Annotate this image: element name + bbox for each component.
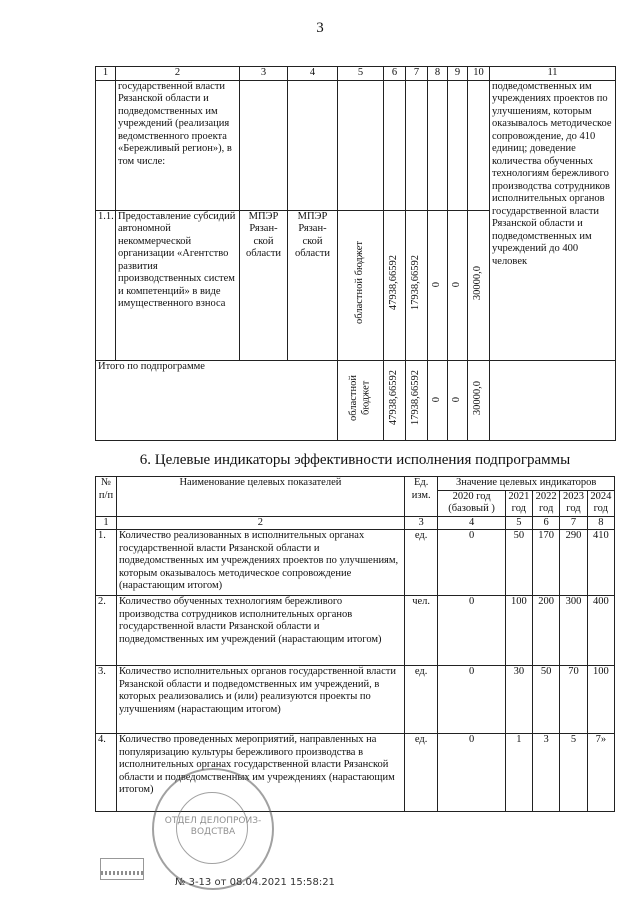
value-2022: 200 <box>533 596 560 666</box>
col-num-4: 4 <box>288 67 338 81</box>
registration-footer: № 3-13 от 08.04.2021 15:58:21 <box>175 877 335 888</box>
section-heading: 6. Целевые индикаторы эффективности исполнения подпрограммы <box>139 452 571 468</box>
total-2021: 0 <box>431 396 443 402</box>
value-2021: 100 <box>505 596 532 666</box>
col-num-10: 10 <box>468 67 490 81</box>
barcode-logo <box>100 858 144 880</box>
amount-2021: 0 <box>431 281 443 287</box>
header-year: 2024 год <box>587 490 614 516</box>
executor-cell: МПЭР Рязан-ской области <box>288 210 338 360</box>
row-name: Количество реализованных в исполнительных органах государственной власти Рязанской области и подведомственных им учреждениях проектов по улучшениям, которым оказывалось методическое сопровождение (нарастающим итогом) <box>117 530 405 596</box>
total-2023: 30000,0 <box>472 380 484 415</box>
header-year: 2020 год (базовый ) <box>438 490 505 516</box>
office-stamp <box>152 768 274 890</box>
header-year: 2021 год <box>505 490 532 516</box>
total-row <box>96 360 616 440</box>
value-2020: 0 <box>438 530 505 596</box>
value-2022: 50 <box>533 666 560 734</box>
value-2023: 300 <box>560 596 587 666</box>
table-header-row <box>96 477 615 491</box>
col-num-5: 5 <box>338 67 384 81</box>
funding-source: областной бюджет <box>348 374 372 421</box>
total-2022: 0 <box>451 396 463 402</box>
col-num-8: 8 <box>428 67 448 81</box>
header-unit: Ед. изм. <box>404 477 438 517</box>
value-2024: 400 <box>587 596 614 666</box>
col-num-2: 2 <box>116 67 240 81</box>
budget-table <box>95 66 616 441</box>
row-name: Количество проведенных мероприятий, направленных на популяризацию культуры бережливого производства в исполнительных органах государственной власти Рязанской области и подведомственных им учреждениях (нарастающим итогом) <box>117 734 405 812</box>
row-unit: ед. <box>404 530 438 596</box>
header-name: Наименование целевых показателей <box>117 477 405 517</box>
col-num: 3 <box>404 516 438 530</box>
value-2021: 50 <box>505 530 532 596</box>
header-values: Значение целевых индикаторов <box>438 477 615 491</box>
value-2020: 0 <box>438 596 505 666</box>
value-2022: 3 <box>533 734 560 812</box>
value-2024: 100 <box>587 666 614 734</box>
row-cont-name: государственной власти Рязанской области и подведомственных им учреждений (реализация ведомственного проекта «Бережливый регион»), в том числе: <box>116 80 240 210</box>
col-num: 7 <box>560 516 587 530</box>
indicators-table <box>95 476 615 812</box>
row-name: Предоставление субсидий автономной некоммерческой организации «Агентство развития производственных систем и компетенций» в виде имущественного взноса <box>116 210 240 360</box>
col-num: 4 <box>438 516 505 530</box>
executor-cell: МПЭР Рязан-ской области <box>240 210 288 360</box>
value-2021: 1 <box>505 734 532 812</box>
value-2020: 0 <box>438 734 505 812</box>
table-row <box>96 530 615 596</box>
row-unit: чел. <box>404 596 438 666</box>
col-num-11: 11 <box>490 67 616 81</box>
funding-source: областной бюджет <box>354 241 366 325</box>
value-2020: 0 <box>438 666 505 734</box>
result-text: подведомственных им учреждениях проектов по улучшениям, которым оказывалось методическое сопровождение, до 410 единиц; доведение количества обученных технологиям бережливого производства сотрудников исполнительных органов государственной власти Рязанской области и подведомственных им учреждений до 400 человек <box>490 80 616 360</box>
col-num: 1 <box>96 516 117 530</box>
total-amount: 47938,66592 <box>388 370 400 426</box>
amount-2023: 30000,0 <box>472 265 484 300</box>
total-2020: 17938,66592 <box>410 370 422 426</box>
col-num-6: 6 <box>384 67 406 81</box>
stamp-text: ОТДЕЛ ДЕЛОПРОИЗ-ВОДСТВА <box>164 816 262 837</box>
table-header-row <box>96 67 616 81</box>
total-label: Итого по подпрограмме <box>96 360 338 440</box>
row-num: 2. <box>96 596 117 666</box>
row-num: 4. <box>96 734 117 812</box>
row-num: 1. <box>96 530 117 596</box>
value-2023: 290 <box>560 530 587 596</box>
value-2023: 5 <box>560 734 587 812</box>
col-num-1: 1 <box>96 67 116 81</box>
value-2023: 70 <box>560 666 587 734</box>
value-2024: 410 <box>587 530 614 596</box>
table-row <box>96 80 616 210</box>
value-2024: 7» <box>587 734 614 812</box>
col-num-9: 9 <box>448 67 468 81</box>
col-num: 5 <box>505 516 532 530</box>
col-num-7: 7 <box>406 67 428 81</box>
row-name: Количество исполнительных органов государственной власти Рязанской области и подведомственных им учреждений, в которых реализовались и (или) реализуются проекты по улучшениям (нарастающим итогом) <box>117 666 405 734</box>
table-row <box>96 666 615 734</box>
header-year: 2023 год <box>560 490 587 516</box>
amount-2022: 0 <box>451 281 463 287</box>
amount-2020: 17938,66592 <box>410 255 422 311</box>
header-year: 2022 год <box>533 490 560 516</box>
value-2022: 170 <box>533 530 560 596</box>
table-row <box>96 596 615 666</box>
value-2021: 30 <box>505 666 532 734</box>
row-unit: ед. <box>404 666 438 734</box>
page-number: 3 <box>316 20 324 36</box>
col-num-3: 3 <box>240 67 288 81</box>
header-num: № п/п <box>96 477 117 517</box>
column-numbers-row <box>96 516 615 530</box>
row-name: Количество обученных технологиям бережливого производства сотрудников исполнительных органов государственной власти Рязанской области и подведомственных им учреждений (нарастающим итогом) <box>117 596 405 666</box>
row-num: 3. <box>96 666 117 734</box>
amount-total: 47938,66592 <box>388 255 400 311</box>
col-num: 8 <box>587 516 614 530</box>
row-unit: ед. <box>404 734 438 812</box>
row-num: 1.1. <box>96 210 116 360</box>
col-num: 2 <box>117 516 405 530</box>
col-num: 6 <box>533 516 560 530</box>
